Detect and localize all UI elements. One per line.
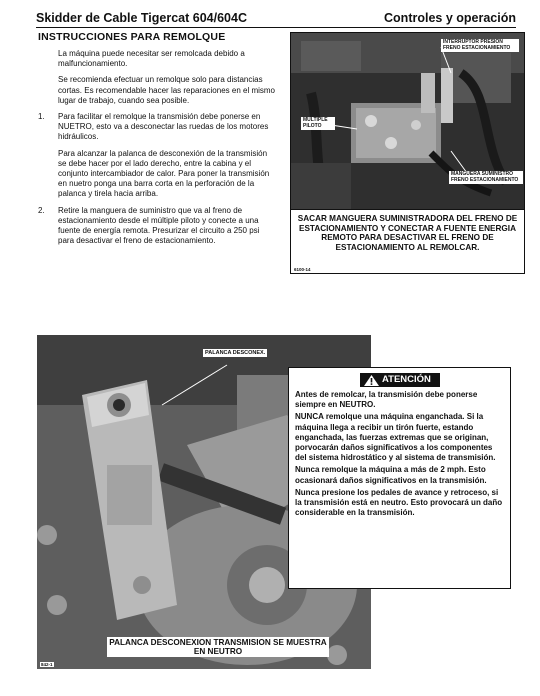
warning-title: ATENCIÓN [382, 374, 431, 385]
figure-parking-brake-hose [290, 32, 525, 274]
step-text: Retire la manguera de suministro que va al freno de estacionamiento desde el múltiple piloto y conecte a una fuente de energía remota. Presurizar el circuito a 250 psi para desactivar el freno de estacionamiento. [58, 205, 260, 246]
intro-paragraph: Se recomienda efectuar un remolque solo para distancias cortas. Es recomendable hacer las reparaciones en el mismo lugar de trabajo, cuando sea posible. [58, 75, 275, 105]
page-header [36, 11, 516, 27]
warning-paragraph: Nunca presione los pedales de avance y retroceso, si la transmisión está en neutro. Esto provocará un daño considerable en la transmisión. [295, 487, 503, 518]
header-rule [36, 27, 516, 28]
intro-paragraph: La máquina puede necesitar ser remolcada debido a malfuncionamiento. [58, 49, 245, 69]
label-pilot-manifold: MULTIPLE PILOTO [301, 117, 335, 130]
step-text: Para facilitar el remolque la transmisión debe ponerse en NUETRO, esto va a desconectar las ruedas de los motores hidráulicos. [58, 112, 269, 142]
step-number: 1. [38, 112, 45, 122]
step-item [38, 205, 276, 247]
label-disconnect-lever: PALANCA DESCONEX. [205, 350, 266, 356]
step-continuation: Para alcanzar la palanca de desconexión de la transmisión se debe hacer por el lado derecho, entre la cabina y el conjunto intercambiador de calor. Para poner la transmisión en nuetro ponga una barra corta en la perforación de la palanca y tirela hacia arriba. [58, 148, 270, 199]
figure1-caption-box [291, 209, 524, 274]
warning-body [295, 390, 505, 520]
figure2-code: 842-1 [41, 662, 53, 667]
warning-paragraph: Antes de remolcar, la transmisión debe ponerse siempre en NEUTRO. [295, 390, 478, 410]
figure1-caption: SACAR MANGUERA SUMINISTRADORA DEL FRENO DE ESTACIONAMIENTO Y CONECTAR A FUENTE ENERGIA REMOTO PARA DESACTIVAR EL FRENO DE ESTACIONAMIENTO AL REMOLCAR. [297, 214, 518, 252]
text-column [38, 31, 276, 252]
warning-paragraph: NUNCA remolque una máquina enganchada. Si la máquina llega a recibir un tirón fuerte, estando enganchada, las fuerzas extremas que se originan, porvocarán daños significativos a los componentes del sistema hidrostático y al sistema de transmisión. [295, 412, 496, 463]
figure2-caption: PALANCA DESCONEXION TRANSMISION SE MUESTRA EN NEUTRO [107, 637, 329, 657]
figure1-code: 6100-14 [294, 267, 311, 272]
section-title: INSTRUCCIONES PARA REMOLQUE [38, 31, 226, 43]
warning-paragraph: Nunca remolque la máquina a más de 2 mph. Esto ocasionará daños significativos en la transmisión. [295, 465, 487, 485]
step-item [38, 112, 276, 143]
header-machine-title: Skidder de Cable Tigercat 604/604C [36, 11, 247, 25]
header-section-title: Controles y operación [384, 11, 516, 25]
warning-header [360, 373, 440, 387]
label-pressure-switch: INTERRUPTOR PRESION FRENO ESTACIONAMIENTO [441, 39, 519, 52]
label-brake-hose: MANGUERA SUMINISTRO FRENO ESTACIONAMIENTO [449, 171, 523, 184]
warning-triangle-icon [364, 375, 379, 386]
warning-box [288, 367, 511, 589]
step-number: 2. [38, 205, 45, 215]
